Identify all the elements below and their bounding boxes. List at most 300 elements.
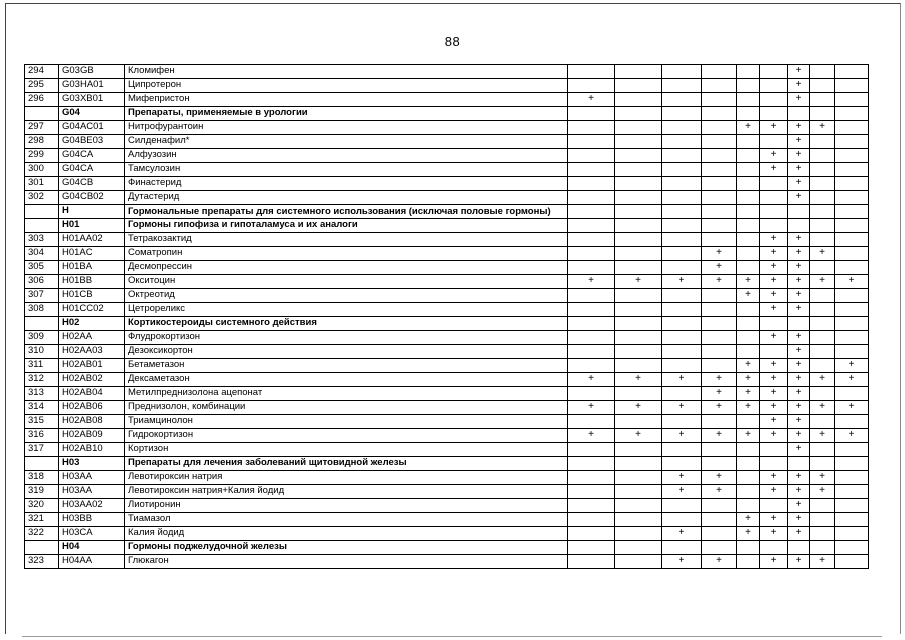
mark-cell bbox=[810, 415, 835, 429]
mark-cell bbox=[760, 79, 788, 93]
drug-name: Алфузозин bbox=[125, 149, 568, 163]
mark-cell bbox=[835, 415, 869, 429]
mark-cell bbox=[615, 107, 662, 121]
mark-cell bbox=[737, 191, 760, 205]
row-number: 304 bbox=[25, 247, 59, 261]
row-number: 314 bbox=[25, 401, 59, 415]
mark-cell bbox=[835, 555, 869, 569]
mark-cell bbox=[615, 177, 662, 191]
atc-code: H02AB02 bbox=[59, 373, 125, 387]
mark-cell bbox=[760, 205, 788, 219]
row-number: 319 bbox=[25, 485, 59, 499]
row-number: 302 bbox=[25, 191, 59, 205]
row-number: 295 bbox=[25, 79, 59, 93]
row-number: 296 bbox=[25, 93, 59, 107]
table-row bbox=[25, 331, 869, 345]
mark-cell bbox=[615, 513, 662, 527]
mark-cell bbox=[835, 177, 869, 191]
mark-cell bbox=[835, 387, 869, 401]
mark-cell bbox=[662, 443, 702, 457]
drug-name: Гормональные препараты для системного использования (исключая половые гормоны) bbox=[125, 205, 568, 219]
mark-cell: + bbox=[760, 261, 788, 275]
table-row bbox=[25, 415, 869, 429]
mark-cell: + bbox=[662, 527, 702, 541]
mark-cell bbox=[702, 93, 737, 107]
mark-cell: + bbox=[788, 415, 810, 429]
atc-code: H03AA02 bbox=[59, 499, 125, 513]
mark-cell: + bbox=[835, 401, 869, 415]
row-number bbox=[25, 541, 59, 555]
mark-cell: + bbox=[702, 373, 737, 387]
mark-cell: + bbox=[760, 513, 788, 527]
mark-cell bbox=[568, 345, 615, 359]
mark-cell bbox=[662, 233, 702, 247]
mark-cell bbox=[702, 107, 737, 121]
mark-cell bbox=[662, 303, 702, 317]
mark-cell bbox=[615, 527, 662, 541]
mark-cell bbox=[835, 317, 869, 331]
row-number: 294 bbox=[25, 65, 59, 79]
mark-cell bbox=[760, 135, 788, 149]
mark-cell: + bbox=[788, 303, 810, 317]
atc-code: H01AC bbox=[59, 247, 125, 261]
mark-cell: + bbox=[760, 275, 788, 289]
row-number: 305 bbox=[25, 261, 59, 275]
row-number bbox=[25, 205, 59, 219]
drug-name: Кломифен bbox=[125, 65, 568, 79]
mark-cell: + bbox=[760, 233, 788, 247]
mark-cell bbox=[662, 93, 702, 107]
mark-cell bbox=[737, 415, 760, 429]
mark-cell: + bbox=[788, 121, 810, 135]
mark-cell bbox=[737, 93, 760, 107]
drug-name: Нитрофурантоин bbox=[125, 121, 568, 135]
mark-cell bbox=[662, 261, 702, 275]
mark-cell: + bbox=[760, 247, 788, 261]
mark-cell bbox=[662, 499, 702, 513]
mark-cell: + bbox=[788, 261, 810, 275]
atc-code: H02AB06 bbox=[59, 401, 125, 415]
drug-name: Препараты для лечения заболеваний щитовидной железы bbox=[125, 457, 568, 471]
mark-cell: + bbox=[788, 275, 810, 289]
mark-cell bbox=[737, 485, 760, 499]
mark-cell: + bbox=[835, 359, 869, 373]
mark-cell bbox=[835, 485, 869, 499]
mark-cell: + bbox=[662, 429, 702, 443]
mark-cell bbox=[568, 499, 615, 513]
row-number bbox=[25, 317, 59, 331]
drug-name: Левотироксин натрия bbox=[125, 471, 568, 485]
mark-cell bbox=[810, 219, 835, 233]
mark-cell bbox=[810, 345, 835, 359]
drug-name: Дексаметазон bbox=[125, 373, 568, 387]
mark-cell bbox=[810, 303, 835, 317]
mark-cell bbox=[810, 499, 835, 513]
mark-cell bbox=[737, 443, 760, 457]
row-number: 318 bbox=[25, 471, 59, 485]
mark-cell bbox=[615, 233, 662, 247]
mark-cell bbox=[568, 247, 615, 261]
mark-cell: + bbox=[810, 401, 835, 415]
drug-name: Окситоцин bbox=[125, 275, 568, 289]
drug-name: Калия йодид bbox=[125, 527, 568, 541]
mark-cell bbox=[568, 163, 615, 177]
atc-code: H03AA bbox=[59, 485, 125, 499]
mark-cell bbox=[662, 163, 702, 177]
drug-name: Соматропин bbox=[125, 247, 568, 261]
mark-cell bbox=[702, 135, 737, 149]
mark-cell bbox=[615, 471, 662, 485]
mark-cell bbox=[835, 163, 869, 177]
mark-cell bbox=[835, 513, 869, 527]
table-row bbox=[25, 247, 869, 261]
mark-cell bbox=[835, 331, 869, 345]
atc-code: H01AA02 bbox=[59, 233, 125, 247]
mark-cell bbox=[615, 79, 662, 93]
mark-cell bbox=[835, 541, 869, 555]
mark-cell bbox=[568, 317, 615, 331]
mark-cell bbox=[662, 135, 702, 149]
mark-cell bbox=[702, 513, 737, 527]
mark-cell bbox=[810, 177, 835, 191]
mark-cell bbox=[615, 163, 662, 177]
mark-cell bbox=[788, 107, 810, 121]
mark-cell bbox=[835, 471, 869, 485]
table-row bbox=[25, 555, 869, 569]
row-number: 322 bbox=[25, 527, 59, 541]
drug-name: Дутастерид bbox=[125, 191, 568, 205]
mark-cell bbox=[810, 191, 835, 205]
mark-cell: + bbox=[702, 471, 737, 485]
mark-cell: + bbox=[788, 93, 810, 107]
mark-cell bbox=[568, 191, 615, 205]
table-row bbox=[25, 401, 869, 415]
mark-cell: + bbox=[737, 289, 760, 303]
mark-cell bbox=[662, 205, 702, 219]
mark-cell bbox=[615, 345, 662, 359]
mark-cell bbox=[662, 415, 702, 429]
mark-cell: + bbox=[760, 485, 788, 499]
mark-cell bbox=[702, 541, 737, 555]
drug-name: Препараты, применяемые в урологии bbox=[125, 107, 568, 121]
mark-cell bbox=[702, 527, 737, 541]
mark-cell: + bbox=[702, 429, 737, 443]
row-number: 307 bbox=[25, 289, 59, 303]
table-row bbox=[25, 191, 869, 205]
mark-cell bbox=[737, 541, 760, 555]
mark-cell: + bbox=[810, 121, 835, 135]
mark-cell: + bbox=[788, 331, 810, 345]
mark-cell bbox=[568, 485, 615, 499]
mark-cell bbox=[835, 261, 869, 275]
mark-cell bbox=[702, 317, 737, 331]
atc-code: G04 bbox=[59, 107, 125, 121]
drug-name: Финастерид bbox=[125, 177, 568, 191]
atc-code: G03XB01 bbox=[59, 93, 125, 107]
atc-code: G04BE03 bbox=[59, 135, 125, 149]
mark-cell: + bbox=[737, 429, 760, 443]
mark-cell bbox=[615, 415, 662, 429]
mark-cell bbox=[835, 93, 869, 107]
mark-cell bbox=[568, 177, 615, 191]
mark-cell bbox=[737, 219, 760, 233]
mark-cell: + bbox=[702, 485, 737, 499]
row-number: 299 bbox=[25, 149, 59, 163]
mark-cell bbox=[737, 233, 760, 247]
mark-cell bbox=[702, 289, 737, 303]
mark-cell bbox=[835, 79, 869, 93]
table-row bbox=[25, 163, 869, 177]
atc-code: H02AB01 bbox=[59, 359, 125, 373]
mark-cell bbox=[568, 107, 615, 121]
mark-cell bbox=[568, 79, 615, 93]
atc-code: H03AA bbox=[59, 471, 125, 485]
mark-cell: + bbox=[788, 247, 810, 261]
mark-cell bbox=[737, 65, 760, 79]
mark-cell bbox=[810, 317, 835, 331]
mark-cell: + bbox=[760, 387, 788, 401]
atc-code: H03 bbox=[59, 457, 125, 471]
row-number: 309 bbox=[25, 331, 59, 345]
row-number: 316 bbox=[25, 429, 59, 443]
mark-cell bbox=[662, 247, 702, 261]
mark-cell bbox=[810, 261, 835, 275]
mark-cell bbox=[760, 93, 788, 107]
mark-cell: + bbox=[737, 401, 760, 415]
mark-cell bbox=[615, 135, 662, 149]
mark-cell bbox=[702, 79, 737, 93]
mark-cell bbox=[702, 219, 737, 233]
mark-cell: + bbox=[760, 527, 788, 541]
mark-cell: + bbox=[760, 471, 788, 485]
mark-cell bbox=[788, 205, 810, 219]
mark-cell: + bbox=[615, 373, 662, 387]
mark-cell bbox=[662, 387, 702, 401]
atc-code: H02AA bbox=[59, 331, 125, 345]
mark-cell bbox=[810, 331, 835, 345]
drug-name: Тиамазол bbox=[125, 513, 568, 527]
mark-cell bbox=[702, 415, 737, 429]
mark-cell bbox=[737, 317, 760, 331]
mark-cell bbox=[702, 359, 737, 373]
mark-cell bbox=[568, 527, 615, 541]
table-row bbox=[25, 65, 869, 79]
drug-name: Кортизон bbox=[125, 443, 568, 457]
mark-cell bbox=[737, 261, 760, 275]
mark-cell: + bbox=[615, 275, 662, 289]
mark-cell bbox=[788, 219, 810, 233]
mark-cell: + bbox=[835, 275, 869, 289]
atc-code: H03CA bbox=[59, 527, 125, 541]
mark-cell bbox=[788, 541, 810, 555]
mark-cell: + bbox=[662, 373, 702, 387]
row-number: 306 bbox=[25, 275, 59, 289]
mark-cell: + bbox=[760, 415, 788, 429]
mark-cell bbox=[835, 247, 869, 261]
mark-cell: + bbox=[662, 401, 702, 415]
mark-cell bbox=[810, 233, 835, 247]
drug-name: Триамцинолон bbox=[125, 415, 568, 429]
mark-cell: + bbox=[702, 261, 737, 275]
mark-cell: + bbox=[810, 247, 835, 261]
mark-cell bbox=[835, 303, 869, 317]
mark-cell: + bbox=[760, 303, 788, 317]
drug-name: Тетракозактид bbox=[125, 233, 568, 247]
mark-cell bbox=[568, 457, 615, 471]
mark-cell bbox=[760, 65, 788, 79]
atc-code: H02AA03 bbox=[59, 345, 125, 359]
mark-cell: + bbox=[788, 149, 810, 163]
mark-cell: + bbox=[702, 401, 737, 415]
table-row bbox=[25, 93, 869, 107]
atc-code: G04CB02 bbox=[59, 191, 125, 205]
row-number: 308 bbox=[25, 303, 59, 317]
mark-cell bbox=[737, 303, 760, 317]
mark-cell bbox=[615, 359, 662, 373]
mark-cell bbox=[737, 555, 760, 569]
row-number bbox=[25, 457, 59, 471]
mark-cell bbox=[568, 149, 615, 163]
mark-cell bbox=[615, 289, 662, 303]
table-row bbox=[25, 527, 869, 541]
mark-cell bbox=[615, 541, 662, 555]
group-row bbox=[25, 219, 869, 233]
mark-cell: + bbox=[810, 485, 835, 499]
mark-cell bbox=[568, 555, 615, 569]
mark-cell bbox=[615, 317, 662, 331]
mark-cell bbox=[662, 457, 702, 471]
mark-cell bbox=[810, 359, 835, 373]
drug-name: Метилпреднизолона ацепонат bbox=[125, 387, 568, 401]
mark-cell bbox=[568, 289, 615, 303]
table-row bbox=[25, 485, 869, 499]
mark-cell bbox=[835, 135, 869, 149]
row-number: 298 bbox=[25, 135, 59, 149]
mark-cell: + bbox=[760, 149, 788, 163]
mark-cell: + bbox=[760, 121, 788, 135]
table-row bbox=[25, 429, 869, 443]
mark-cell bbox=[737, 247, 760, 261]
mark-cell bbox=[835, 107, 869, 121]
mark-cell: + bbox=[788, 345, 810, 359]
mark-cell bbox=[810, 93, 835, 107]
mark-cell bbox=[615, 303, 662, 317]
mark-cell: + bbox=[662, 471, 702, 485]
table-row bbox=[25, 387, 869, 401]
mark-cell bbox=[568, 219, 615, 233]
mark-cell: + bbox=[760, 359, 788, 373]
mark-cell: + bbox=[568, 401, 615, 415]
mark-cell bbox=[835, 65, 869, 79]
mark-cell: + bbox=[788, 401, 810, 415]
drug-name: Дезоксикортон bbox=[125, 345, 568, 359]
mark-cell: + bbox=[737, 373, 760, 387]
mark-cell bbox=[702, 149, 737, 163]
mark-cell: + bbox=[788, 65, 810, 79]
mark-cell bbox=[760, 345, 788, 359]
mark-cell bbox=[810, 527, 835, 541]
mark-cell: + bbox=[788, 485, 810, 499]
row-number: 312 bbox=[25, 373, 59, 387]
mark-cell bbox=[568, 513, 615, 527]
mark-cell bbox=[662, 149, 702, 163]
drug-name: Цетрореликс bbox=[125, 303, 568, 317]
table-row bbox=[25, 177, 869, 191]
mark-cell: + bbox=[568, 429, 615, 443]
atc-code: H04 bbox=[59, 541, 125, 555]
table-row bbox=[25, 499, 869, 513]
atc-code: H02AB10 bbox=[59, 443, 125, 457]
mark-cell bbox=[835, 219, 869, 233]
mark-cell: + bbox=[760, 163, 788, 177]
atc-code: G04AC01 bbox=[59, 121, 125, 135]
mark-cell bbox=[835, 457, 869, 471]
mark-cell bbox=[662, 359, 702, 373]
mark-cell bbox=[568, 121, 615, 135]
mark-cell bbox=[615, 247, 662, 261]
mark-cell: + bbox=[835, 373, 869, 387]
row-number: 317 bbox=[25, 443, 59, 457]
atc-code: H bbox=[59, 205, 125, 219]
mark-cell: + bbox=[760, 401, 788, 415]
mark-cell: + bbox=[835, 429, 869, 443]
mark-cell bbox=[835, 149, 869, 163]
mark-cell: + bbox=[702, 275, 737, 289]
mark-cell bbox=[568, 205, 615, 219]
drug-name: Флудрокортизон bbox=[125, 331, 568, 345]
mark-cell bbox=[615, 555, 662, 569]
mark-cell bbox=[662, 177, 702, 191]
mark-cell: + bbox=[760, 429, 788, 443]
drug-name: Лиотиронин bbox=[125, 499, 568, 513]
mark-cell bbox=[662, 191, 702, 205]
drug-name: Бетаметазон bbox=[125, 359, 568, 373]
mark-cell: + bbox=[737, 387, 760, 401]
mark-cell bbox=[835, 233, 869, 247]
mark-cell: + bbox=[702, 387, 737, 401]
drug-name: Десмопрессин bbox=[125, 261, 568, 275]
row-number: 311 bbox=[25, 359, 59, 373]
mark-cell: + bbox=[810, 275, 835, 289]
mark-cell bbox=[615, 205, 662, 219]
mark-cell: + bbox=[760, 555, 788, 569]
mark-cell bbox=[788, 457, 810, 471]
mark-cell: + bbox=[810, 373, 835, 387]
mark-cell bbox=[568, 387, 615, 401]
mark-cell bbox=[760, 219, 788, 233]
bottom-rule bbox=[22, 636, 882, 637]
row-number: 321 bbox=[25, 513, 59, 527]
row-number bbox=[25, 107, 59, 121]
mark-cell bbox=[737, 471, 760, 485]
mark-cell bbox=[737, 177, 760, 191]
mark-cell bbox=[737, 79, 760, 93]
mark-cell bbox=[702, 191, 737, 205]
drug-name: Гормоны гипофиза и гипоталамуса и их аналоги bbox=[125, 219, 568, 233]
atc-code: G04CA bbox=[59, 163, 125, 177]
table-row bbox=[25, 289, 869, 303]
mark-cell: + bbox=[788, 513, 810, 527]
mark-cell bbox=[702, 233, 737, 247]
drug-name: Тамсулозин bbox=[125, 163, 568, 177]
atc-code: H02 bbox=[59, 317, 125, 331]
mark-cell bbox=[702, 65, 737, 79]
mark-cell: + bbox=[788, 499, 810, 513]
mark-cell bbox=[568, 135, 615, 149]
mark-cell bbox=[568, 443, 615, 457]
group-row bbox=[25, 107, 869, 121]
mark-cell bbox=[810, 513, 835, 527]
